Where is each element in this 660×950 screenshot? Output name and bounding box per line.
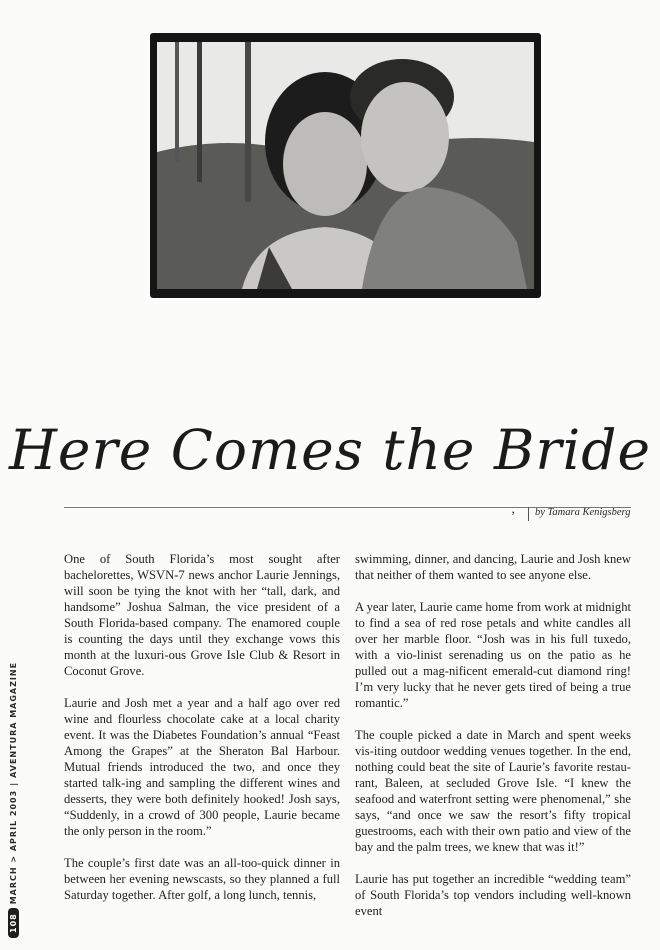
article-column-left xyxy=(64,551,340,919)
issue-date: MARCH > APRIL 2003 xyxy=(9,789,18,905)
photo-frame xyxy=(150,33,541,298)
couple-photo-illustration xyxy=(157,42,534,289)
byline-divider xyxy=(528,507,529,521)
paragraph: The couple’s first date was an all-too-quick dinner in between her evening newscasts, so they planned a full Saturday together. After golf, a long lunch, tennis, xyxy=(64,856,340,902)
paragraph: The couple picked a date in March and spent weeks vis-iting outdoor wedding venues together. In the end, nothing could beat the site of Laurie’s favorite restau-rant, Baleen, at secluded Grove Isle. “I knew the seafood and waterfront setting were phenomenal,” she says, “and once we saw the resort’s fifty tropical guestrooms, each with their own patio and view of the bay and the palm trees, we knew that was it!” xyxy=(355,728,631,854)
paragraph: A year later, Laurie came home from work at midnight to find a sea of red rose petals and white candles all over her marble floor. “Josh was in his full tuxedo, with a vio-linist serenading us on the patio as he pulled out a mag-nificent emerald-cut diamond ring! I’m very lucky that he never gets tired of being a true romantic.” xyxy=(355,600,631,710)
paragraph: One of South Florida’s most sought after bachelorettes, WSVN-7 news anchor Laurie Jennings, will soon be tying the knot with her “tall, dark, and handsome” Joshua Salman, the vice president of a South Florida-based company. The enamored couple is counting the days until they exchange vows this month at the luxuri-ous Grove Isle Club & Resort in Coconut Grove. xyxy=(64,552,340,678)
magazine-name: AVENTURA MAGAZINE xyxy=(9,661,18,778)
couple-photo xyxy=(157,42,534,289)
folio xyxy=(8,662,19,938)
byline-mark: ’ xyxy=(511,508,516,523)
article-column-right xyxy=(355,551,631,935)
paragraph: Laurie and Josh met a year and a half ago over red wine and flourless chocolate cake at a local charity event. It was the Diabetes Foundation’s annual “Feast Among the Grapes” at the Sheraton Bal Harbour. Mutual friends introduced the two, and once they started talk-ing and sampling the different wines and desserts, they were both definitely hooked! Josh says, “Suddenly, in a crowd of 300 people, Laurie became the only person in the room.” xyxy=(64,696,340,838)
paragraph: swimming, dinner, and dancing, Laurie and Josh knew that neither of them wanted to see anyone else. xyxy=(355,552,631,582)
page-number: 108 xyxy=(8,908,19,938)
paragraph: Laurie has put together an incredible “wedding team” of South Florida’s top vendors including well-known event xyxy=(355,872,631,918)
article-title: Here Comes the Bride xyxy=(8,418,652,482)
byline: by Tamara Kenigsberg xyxy=(535,507,631,518)
folio-separator: | xyxy=(9,781,18,786)
